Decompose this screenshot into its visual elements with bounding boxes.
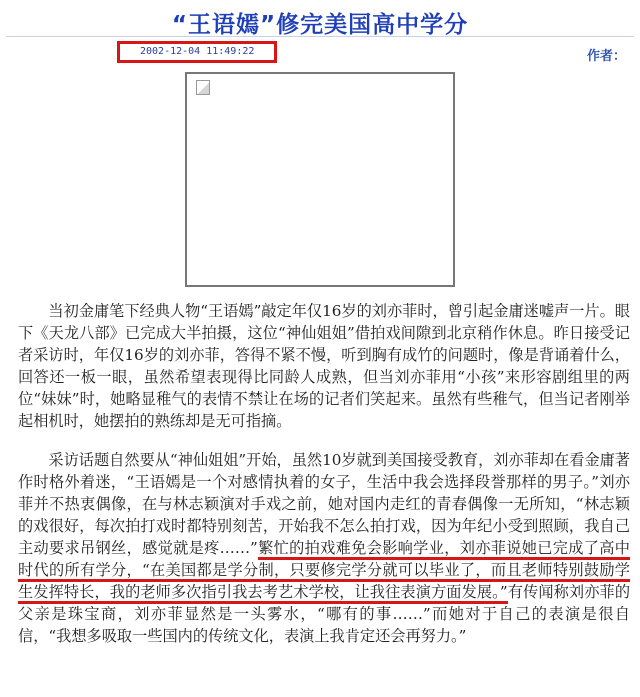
article-title: “王语嫣”修完美国高中学分 (171, 12, 469, 38)
article-image-placeholder (185, 72, 455, 287)
article-body (18, 300, 630, 664)
broken-image-icon (196, 80, 210, 95)
publish-datetime: 2002-12-04 11:49:22 (117, 41, 277, 63)
author-label: 作者： (586, 49, 626, 64)
paragraph-2 (18, 449, 630, 647)
meta-bar (6, 36, 634, 67)
underlined-highlight: 繁忙的拍戏难免会影响学业，刘亦菲说她已完成了高中时代的所有学分，“在美国都是学分制，只要修完学分就可以毕业了，而且老师特别鼓励学生发挥特长，我的老师多次指引我去考艺术学校，让我往表演方面发展。” (18, 539, 630, 604)
paragraph-1: 当初金庸笔下经典人物“王语嫣”敲定年仅16岁的刘亦菲时，曾引起金庸迷嘘声一片。眼下《天龙八部》已完成大半拍摄，这位“神仙姐姐”借拍戏间隙到北京稍作休息。昨日接受记者采访时，年仅16岁的刘亦菲，答得不紧不慢，听到胸有成竹的问题时，像是背诵着什么，回答还一板一眼，虽然希望表现得比同龄人成熟，但当刘亦菲用“小孩”来形容剧组里的两位“妹妹”时，她略显稚气的表情不禁让在场的记者们笑起来。虽然有些稚气，但当记者刚举起相机时，她摆拍的熟练却是无可指摘。 (18, 302, 630, 430)
paragraph-2-before: 采访话题自然要从“神仙姐姐”开始，虽然10岁就到美国接受教育，刘亦菲却在看金庸著作时格外着迷，“王语嫣是一个对感情执着的女子，生活中我会选择段誉那样的男子。”刘亦菲并不热衷偶像，在与林志颖演对手戏之前，她对国内走红的青春偶像一无所知，“林志颖的戏很好，每次拍打戏时都特别刻苦，开始我不怎么拍打戏，因为年纪小受到照顾，我自己主动要求吊钢丝，感觉就是疼……” (18, 451, 630, 557)
paragraph-2-after: 有传闻称刘亦菲的父亲是珠宝商，刘亦菲显然是一头雾水，“哪有的事……”而她对于自己的表演是很自信，“我想多吸取一些国内的传统文化，表演上我肯定还会再努力。” (18, 583, 631, 645)
